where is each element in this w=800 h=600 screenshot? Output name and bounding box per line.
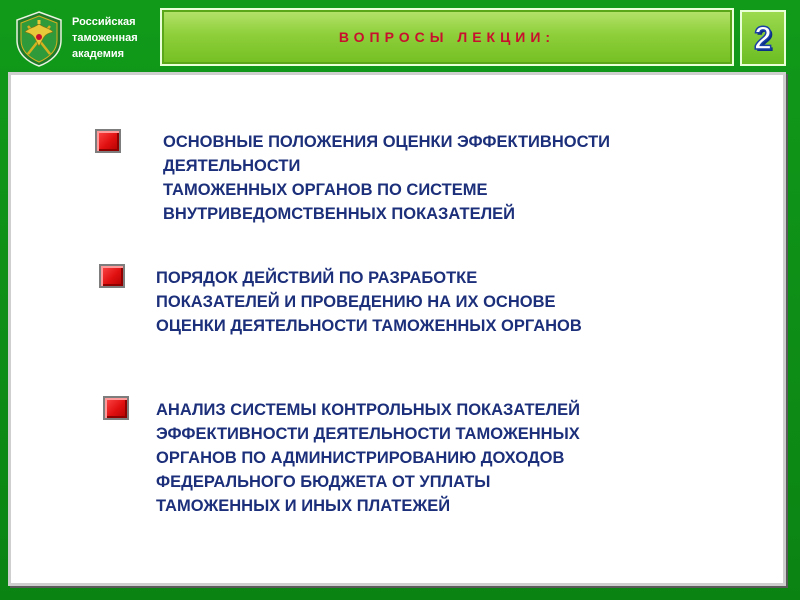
- academy-name-line: Российская: [72, 16, 136, 28]
- list-item-line: ОСНОВНЫЕ ПОЛОЖЕНИЯ ОЦЕНКИ ЭФФЕКТИВНОСТИ: [163, 133, 611, 151]
- red-square-bullet-icon: [103, 396, 129, 420]
- customs-academy-emblem-icon: [14, 10, 64, 68]
- list-item-line: ПОРЯДОК ДЕЙСТВИЙ ПО РАЗРАБОТКЕ: [156, 269, 478, 287]
- list-item-line: ДЕЯТЕЛЬНОСТИ: [163, 157, 301, 175]
- academy-name: [72, 14, 162, 62]
- list-item-line: ВНУТРИВЕДОМСТВЕННЫХ ПОКАЗАТЕЛЕЙ: [163, 205, 516, 223]
- list-item: [156, 266, 582, 338]
- slide-number: 2: [754, 19, 772, 56]
- list-item-line: АНАЛИЗ СИСТЕМЫ КОНТРОЛЬНЫХ ПОКАЗАТЕЛЕЙ: [156, 401, 580, 419]
- slide-number-badge: [740, 10, 786, 66]
- content-panel: [8, 72, 786, 586]
- list-item-line: ОЦЕНКИ ДЕЯТЕЛЬНОСТИ ТАМОЖЕННЫХ ОРГАНОВ: [156, 317, 582, 335]
- list-item: [156, 398, 580, 518]
- list-item-line: ЭФФЕКТИВНОСТИ ДЕЯТЕЛЬНОСТИ ТАМОЖЕННЫХ: [156, 425, 580, 443]
- red-square-bullet-icon: [99, 264, 125, 288]
- list-item: [163, 130, 610, 226]
- list-item-line: ТАМОЖЕННЫХ И ИНЫХ ПЛАТЕЖЕЙ: [156, 497, 451, 515]
- academy-name-line: академия: [72, 48, 125, 60]
- list-item-line: ТАМОЖЕННЫХ ОРГАНОВ ПО СИСТЕМЕ: [163, 181, 488, 199]
- page-title: ВОПРОСЫ ЛЕКЦИИ:: [338, 29, 556, 45]
- red-square-bullet-icon: [95, 129, 121, 153]
- list-item-line: ФЕДЕРАЛЬНОГО БЮДЖЕТА ОТ УПЛАТЫ: [156, 473, 491, 491]
- academy-name-line: таможенная: [72, 32, 138, 44]
- title-bar: [160, 8, 734, 66]
- list-item-line: ПОКАЗАТЕЛЕЙ И ПРОВЕДЕНИЮ НА ИХ ОСНОВЕ: [156, 293, 556, 311]
- list-item-line: ОРГАНОВ ПО АДМИНИСТРИРОВАНИЮ ДОХОДОВ: [156, 449, 565, 467]
